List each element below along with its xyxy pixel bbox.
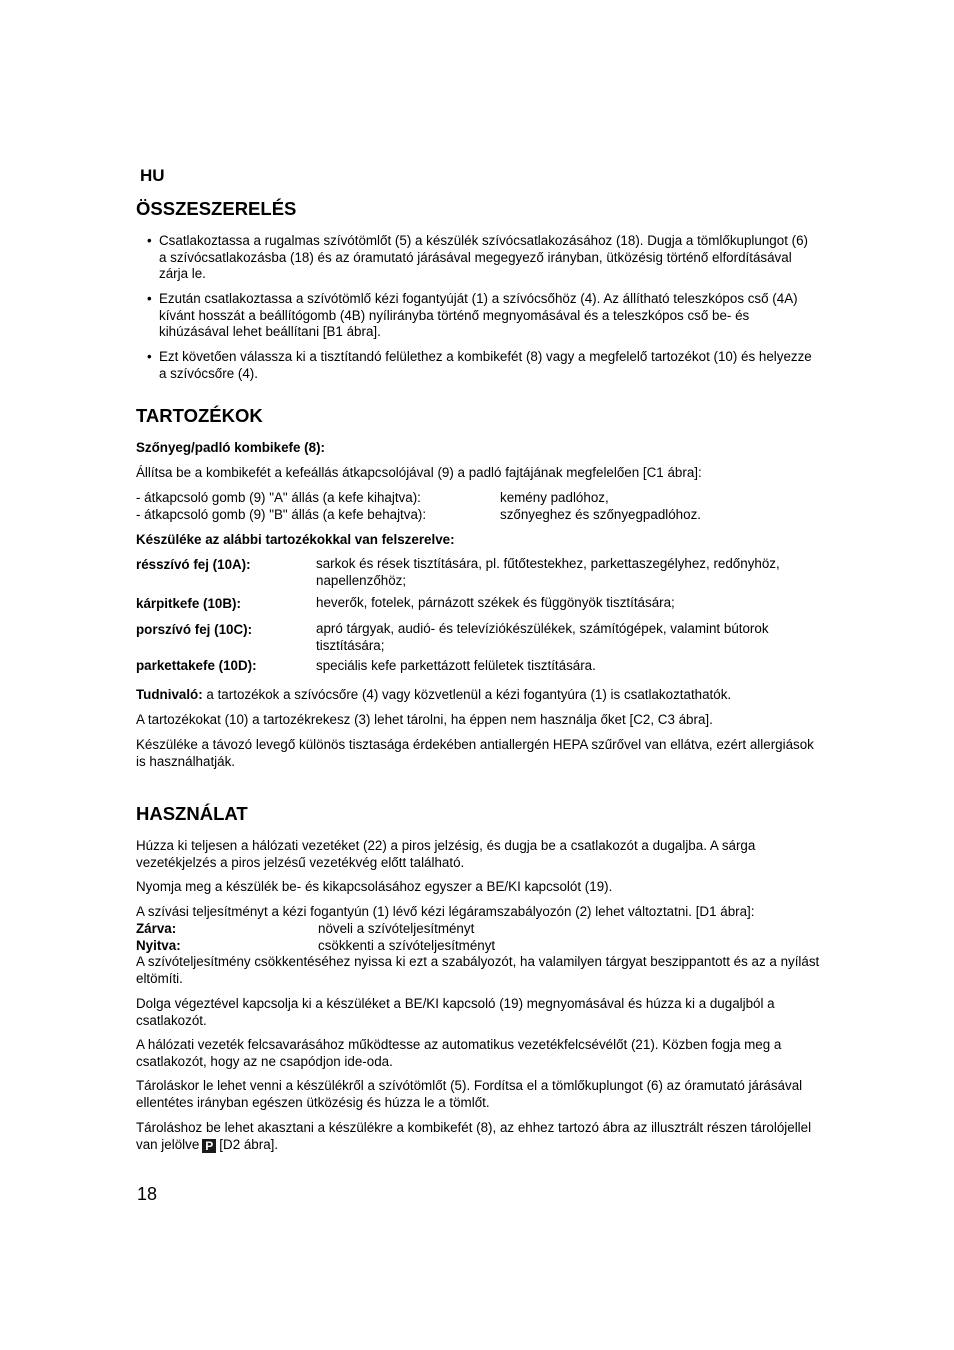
closed-label: Zárva: xyxy=(136,921,177,936)
note-text: a tartozékok a szívócsőre (4) vagy közvetlenül a kézi fogantyúra (1) is csatlakoztathatók. xyxy=(202,687,732,702)
accessory-desc-10c: apró tárgyak, audió- és televíziókészülékek, számítógépek, valamint bútorok tisztítására; xyxy=(316,621,769,653)
bullet-text: Ezt követően válassza ki a tisztítandó felülethez a kombikefét (8) vagy a megfelelő tartozékot (10) és helyezze a szívócsőre (4). xyxy=(159,349,812,381)
usage-paragraph-1: Húzza ki teljesen a hálózati vezetéket (22) a piros jelzésig, és dugja be a csatlakozót a dugaljba. A sárga vezetékjelzés a piros jelzésű vezetékvég előtt található. xyxy=(136,838,756,870)
bullet-icon: • xyxy=(147,291,152,306)
assembly-heading: ÖSSZESZERELÉS xyxy=(136,198,297,219)
brush-intro-text: Állítsa be a kombikefét a kefeállás átkapcsolójával (9) a padló fajtájának megfelelően [C1 ábra]: xyxy=(136,465,702,480)
switch-row-b-value: szőnyeghez és szőnyegpadlóhoz. xyxy=(500,507,701,522)
usage-paragraph-6: A hálózati vezeték felcsavarásához működtesse az automatikus vezetékfelcsévélőt (21). Közben fogja meg a csatlakozót, hogy az ne csapódjon ide-oda. xyxy=(136,1037,782,1069)
language-code: HU xyxy=(140,166,165,185)
switch-row-a-label: - átkapcsoló gomb (9) "A" állás (a kefe kihajtva): xyxy=(136,490,421,505)
accessory-name-10a: résszívó fej (10A): xyxy=(136,557,251,572)
hepa-paragraph: Készüléke a távozó levegő különös tisztasága érdekében antiallergén HEPA szűrővel van ellátva, ezért allergiások is használhatják. xyxy=(136,737,814,769)
brush-subheading: Szőnyeg/padló kombikefe (8): xyxy=(136,440,325,455)
usage-paragraph-4: A szívóteljesítmény csökkentéséhez nyissa ki ezt a szabályozót, ha valamilyen tárgyat beszippantott és az a nyílást eltömíti. xyxy=(136,954,820,986)
note-label: Tudnivaló: xyxy=(136,687,203,702)
closed-text: növeli a szívóteljesítményt xyxy=(318,921,475,936)
accessories-heading: TARTOZÉKOK xyxy=(136,405,263,426)
bullet-icon: • xyxy=(147,233,152,248)
usage-paragraph-8-ref: [D2 ábra]. xyxy=(219,1136,279,1152)
accessory-desc-10a: sarkok és rések tisztítására, pl. fűtőtestekhez, parkettaszegélyhez, redőnyhöz, napellenzőhöz; xyxy=(316,556,780,588)
open-label: Nyitva: xyxy=(136,938,181,953)
accessory-desc-10d: speciális kefe parkettázott felületek tisztítására. xyxy=(316,658,596,673)
bullet-icon: • xyxy=(147,349,152,364)
usage-heading: HASZNÁLAT xyxy=(136,803,248,824)
note-paragraph xyxy=(136,687,836,704)
bullet-text: Ezután csatlakoztassa a szívótömlő kézi fogantyúját (1) a szívócsőhöz (4). Az állítható teleszkópos cső (4A) kívánt hosszát a beállítógomb (4B) nyílirányba történő megnyomásával és a teleszkópos cső be- és kihúzásával lehet beállítani [B1 ábra]. xyxy=(159,291,798,340)
accessory-desc-10b: heverők, fotelek, párnázott székek és függönyök tisztítására; xyxy=(316,595,675,610)
bullet-text: Csatlakoztassa a rugalmas szívótömlőt (5) a készülék szívócsatlakozásához (18). Dugja a tömlőkuplungot (6) a szívócsatlakozásba (18) és az óramutató járásával megegyező irányban, ütközésig történő elfordításával zárja le. xyxy=(159,233,808,282)
switch-row-b-label: - átkapcsoló gomb (9) "B" állás (a kefe behajtva): xyxy=(136,507,427,522)
switch-row-a-value: kemény padlóhoz, xyxy=(500,490,609,505)
usage-paragraph-5: Dolga végeztével kapcsolja ki a készüléket a BE/KI kapcsoló (19) megnyomásával és húzza ki a dugaljból a csatlakozót. xyxy=(136,996,775,1028)
accessory-name-10c: porszívó fej (10C): xyxy=(136,622,253,637)
usage-paragraph-3: A szívási teljesítményt a kézi fogantyún (1) lévő kézi légáramszabályozón (2) lehet változtatni. [D1 ábra]: xyxy=(136,904,755,919)
storage-symbol-icon: P xyxy=(202,1139,216,1153)
usage-paragraph-8 xyxy=(136,1120,826,1153)
accessory-name-10d: parkettakefe (10D): xyxy=(136,658,257,673)
usage-paragraph-2: Nyomja meg a készülék be- és kikapcsolásához egyszer a BE/KI kapcsolót (19). xyxy=(136,879,613,894)
page-number: 18 xyxy=(137,1184,158,1204)
usage-paragraph-8-text: Tároláshoz be lehet akasztani a készülékre a kombikefét (8), az ehhez tartozó ábra az illusztrált részen tárolójellel van jelölve xyxy=(136,1120,812,1152)
equipped-subheading: Készüléke az alábbi tartozékokkal van felszerelve: xyxy=(136,532,455,547)
usage-paragraph-7: Tároláskor le lehet venni a készülékről a szívótömlőt (5). Fordítsa el a tömlőkuplungot (6) az óramutató járásával ellentétes irányban egészen ütközésig és húzza le a tömlőt. xyxy=(136,1078,803,1110)
open-text: csökkenti a szívóteljesítményt xyxy=(318,938,496,953)
storage-paragraph: A tartozékokat (10) a tartozékrekesz (3) lehet tárolni, ha éppen nem használja őket [C2, C3 ábra]. xyxy=(136,712,713,727)
accessory-name-10b: kárpitkefe (10B): xyxy=(136,596,241,611)
